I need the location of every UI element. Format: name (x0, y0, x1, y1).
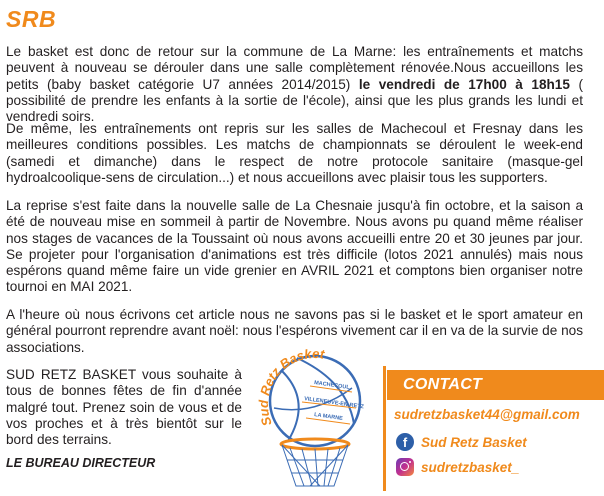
paragraph-outlook: A l'heure où nous écrivons cet article nous ne savons pas si le basket et le sport amateur en général pourront reprendre avant noël: nous l'espérons vivement car il en va de la survie de nos associations. (6, 307, 583, 355)
page-title: SRB (6, 6, 57, 32)
contact-divider (383, 366, 386, 491)
instagram-label: sudretzbasket_ (421, 459, 520, 475)
paragraph-wishes: SUD RETZ BASKET vous souhaite à tous de bonnes fêtes de fin d'année malgré tout. Prenez soin de vous et de vos proches et à très bientôt sur le bord des terrains. (6, 367, 242, 448)
instagram-link[interactable] (396, 457, 519, 477)
logo-town-3: LA MARNE (313, 412, 344, 422)
basketball-logo (252, 346, 378, 491)
paragraph-training: De même, les entraînements ont repris sur les salles de Machecoul et Fresnay dans les meilleures conditions possibles. Les matchs de championnats se déroulent le week-end (samedi et dimanche) dans le respect de notre protocole sanitaire (masque-gel hydroalcoolique-sens de circulation...) et nous accueillons avec plaisir tous les supporters. (6, 121, 583, 185)
instagram-icon (396, 458, 414, 476)
facebook-label: Sud Retz Basket (421, 434, 527, 450)
paragraph-season: La reprise s'est faite dans la nouvelle salle de La Chesnaie jusqu'à fin octobre, et la saison a été de nouveau mise en sommeil à partir de Novembre. Nous avons pu quand même réaliser nos stages de vacances de la Toussaint où nous avons accueilli entre 20 et 30 jeunes par jour. Se projeter pour l'organisation d'animations est très difficile (lotos 2021 annulés) mais nous espérons quand même faire un vide grenier en AVRIL 2021 et comptons bien organiser notre tournoi en MAI 2021. (6, 198, 583, 295)
contact-panel (383, 366, 604, 491)
contact-email-link[interactable]: sudretzbasket44@gmail.com (394, 407, 580, 422)
paragraph-intro-highlight: le vendredi de 17h00 à 18h15 (358, 76, 570, 92)
logo-arc-text: Sud Retz Basket (255, 346, 326, 428)
paragraph-intro-text-a: Le basket est donc de retour sur la commune de La Marne: les entraînements et matchs peuvent à nouveau se dérouler dans une salle complètement rénovée.Nous accueillons les petits (baby basket catégorie U7 années 2014/2015) (6, 44, 583, 92)
paragraph-intro-text-b: ( possibilité de prendre les enfants à la sortie de l'école), ainsi que les plus grands les lundi et vendredi soirs. (6, 76, 583, 125)
facebook-icon: f (396, 433, 414, 451)
facebook-link[interactable] (396, 432, 527, 452)
logo-town-1: MACHECOUL (313, 380, 350, 391)
logo-town-2: VILLENEUVE-EN-RETZ (303, 396, 365, 411)
signature: LE BUREAU DIRECTEUR (6, 456, 156, 470)
contact-title: CONTACT (403, 376, 483, 393)
basketball-logo-graphic (252, 346, 378, 491)
contact-header (387, 370, 604, 400)
paragraph-intro (6, 44, 583, 125)
